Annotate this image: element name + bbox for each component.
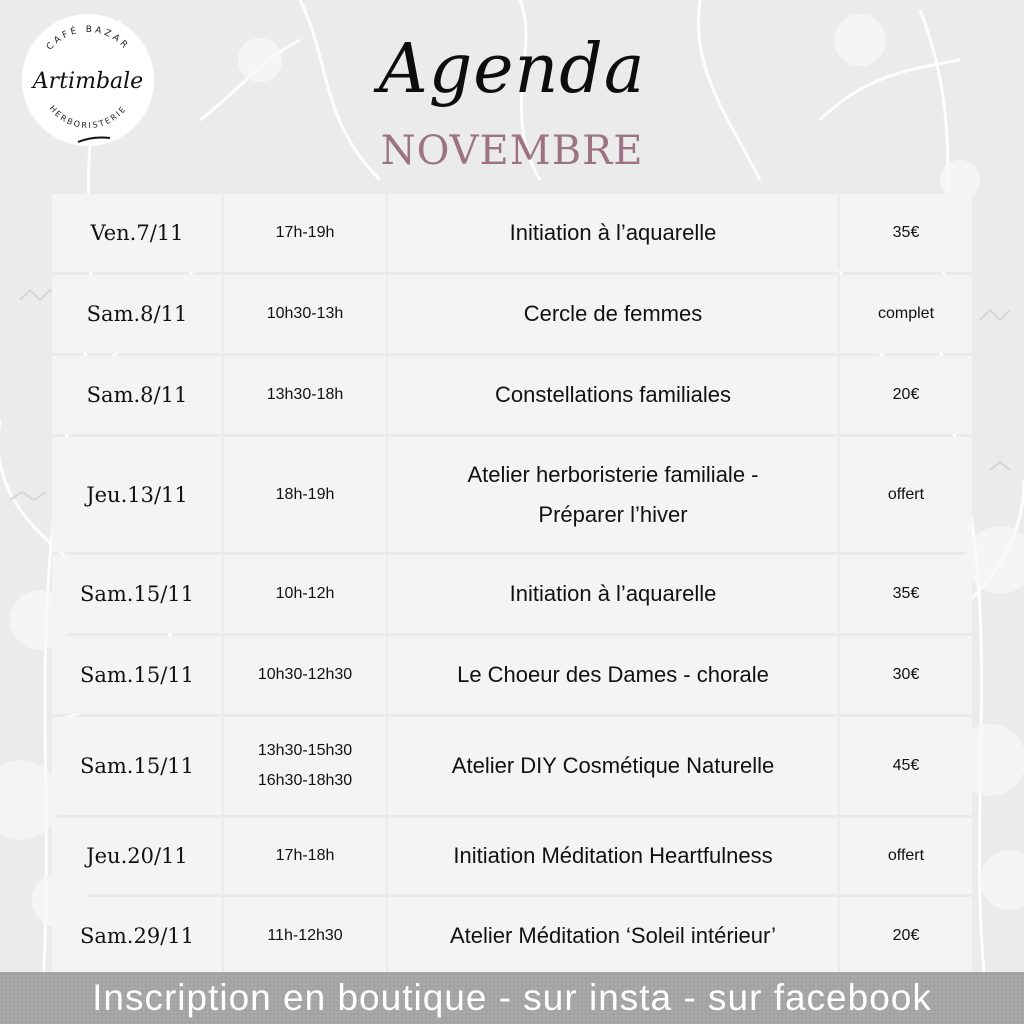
event-time-text: 18h-19h — [275, 485, 335, 503]
event-price-text: offert — [887, 847, 925, 864]
event-date-text: Sam.8/11 — [86, 383, 188, 407]
event-price-text: 20€ — [892, 927, 920, 944]
event-title-line: Initiation à l’aquarelle — [509, 581, 717, 606]
event-date — [52, 818, 222, 894]
logo-name: Artimbale — [32, 69, 144, 94]
event-date — [52, 356, 222, 434]
event-date — [52, 275, 222, 353]
event-title — [388, 555, 838, 633]
event-price — [840, 275, 972, 353]
event-date — [52, 194, 222, 272]
event-time-text: 16h30-18h30 — [257, 772, 353, 789]
event-title-line: Initiation à l’aquarelle — [509, 220, 717, 245]
event-time-text: 13h30-15h30 — [257, 742, 353, 759]
event-date — [52, 717, 222, 815]
event-price-text: offert — [887, 485, 925, 503]
event-title — [388, 437, 838, 552]
event-date-text: Sam.15/11 — [79, 754, 194, 778]
event-title — [388, 194, 838, 272]
event-time — [224, 636, 386, 714]
event-price — [840, 437, 972, 552]
event-price-text: 30€ — [892, 666, 920, 683]
event-date — [52, 437, 222, 552]
footer-banner: Inscription en boutique - sur insta - sur facebook — [0, 972, 1024, 1024]
event-time — [224, 555, 386, 633]
event-price-text: 45€ — [892, 757, 920, 774]
event-date-text: Sam.15/11 — [79, 582, 194, 606]
event-time — [224, 275, 386, 353]
event-time-text: 11h-12h30 — [267, 927, 343, 944]
event-time — [224, 437, 386, 552]
event-title — [388, 717, 838, 815]
event-date — [52, 555, 222, 633]
event-price — [840, 194, 972, 272]
event-date-text: Jeu.20/11 — [86, 844, 188, 868]
event-price-text: 35€ — [892, 585, 920, 602]
event-title-line: Initiation Méditation Heartfulness — [453, 843, 773, 868]
event-time — [224, 818, 386, 894]
agenda-table — [52, 194, 972, 975]
logo-bottom-text: HERBORISTERIE — [47, 103, 129, 131]
event-price — [840, 717, 972, 815]
event-date-text: Sam.29/11 — [79, 924, 194, 948]
event-title-line: Constellations familiales — [495, 382, 731, 407]
event-title — [388, 897, 838, 975]
event-price — [840, 897, 972, 975]
event-price — [840, 555, 972, 633]
event-price-text: 20€ — [892, 386, 920, 403]
event-time-text: 10h30-13h — [266, 305, 344, 322]
event-price-text: 35€ — [892, 224, 920, 241]
event-date — [52, 636, 222, 714]
event-title — [388, 636, 838, 714]
event-price — [840, 356, 972, 434]
event-time-text: 10h30-12h30 — [257, 666, 353, 683]
event-title-line: Atelier herboristerie familiale - — [467, 461, 759, 487]
month-subtitle: NOVEMBRE — [380, 128, 644, 174]
event-price — [840, 818, 972, 894]
event-title-line: Le Choeur des Dames - chorale — [457, 662, 769, 687]
event-price — [840, 636, 972, 714]
event-date-text: Sam.8/11 — [86, 302, 188, 326]
event-date-text: Sam.15/11 — [79, 663, 194, 687]
event-time-text: 17h-18h — [275, 847, 335, 864]
event-date-text: Jeu.13/11 — [86, 482, 188, 507]
event-time — [224, 717, 386, 815]
event-time — [224, 356, 386, 434]
event-time-text: 17h-19h — [275, 224, 335, 241]
event-time — [224, 897, 386, 975]
event-title — [388, 356, 838, 434]
event-title-line: Préparer l’hiver — [538, 501, 688, 527]
event-title-line: Cercle de femmes — [523, 301, 703, 326]
event-title — [388, 818, 838, 894]
event-time-text: 10h-12h — [275, 585, 335, 602]
event-price-text: complet — [877, 305, 935, 322]
event-date-text: Ven.7/11 — [90, 221, 184, 245]
page-title: Agenda — [378, 30, 646, 109]
event-date — [52, 897, 222, 975]
event-title-line: Atelier Méditation ‘Soleil intérieur’ — [449, 923, 777, 948]
event-title-line: Atelier DIY Cosmétique Naturelle — [451, 753, 775, 778]
logo-top-text: CAFÉ BAZAR — [44, 24, 132, 53]
event-title — [388, 275, 838, 353]
event-time — [224, 194, 386, 272]
event-time-text: 13h30-18h — [266, 386, 344, 403]
